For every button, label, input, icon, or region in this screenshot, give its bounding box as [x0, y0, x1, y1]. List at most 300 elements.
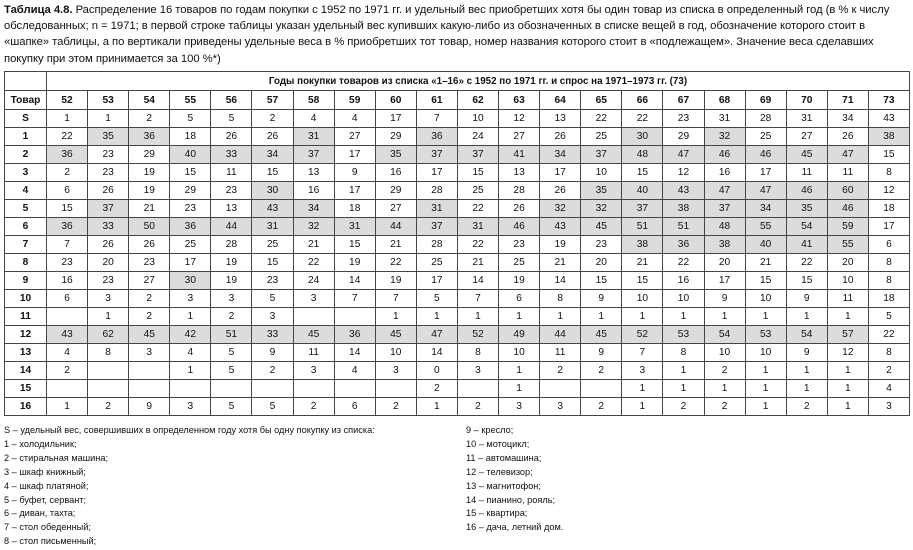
table-cell: 36: [170, 218, 211, 236]
legend-item: 10 – мотоцикл;: [466, 438, 530, 449]
table-cell: 12: [499, 110, 540, 128]
table-cell: [334, 308, 375, 326]
table-cell: 28: [499, 182, 540, 200]
table-cell: 19: [499, 272, 540, 290]
table-cell: 45: [581, 326, 622, 344]
table-cell: 7: [375, 290, 416, 308]
table-cell: 6: [47, 182, 88, 200]
table-cell: 10: [663, 290, 704, 308]
legend-item: 15 – квартира;: [466, 508, 528, 519]
table-cell: 34: [745, 200, 786, 218]
table-cell: 4: [47, 344, 88, 362]
table-cell: 25: [252, 236, 293, 254]
table-cell: 9: [581, 290, 622, 308]
table-cell: 5: [868, 308, 909, 326]
table-cell: 8: [663, 344, 704, 362]
legend-item: 4 – шкаф платяной;: [4, 480, 89, 491]
table-cell: 32: [581, 200, 622, 218]
year-header-cell: 53: [88, 91, 129, 110]
table-cell: 13: [211, 200, 252, 218]
table-cell: 1: [540, 308, 581, 326]
table-cell: 2: [581, 398, 622, 416]
table-cell: [252, 380, 293, 398]
table-cell: 24: [293, 272, 334, 290]
table-cell: 22: [457, 236, 498, 254]
table-row: [5, 362, 910, 380]
table-cell: 9: [581, 344, 622, 362]
legend-item: 8 – стол письменный;: [4, 536, 97, 547]
table-cell: 6: [334, 398, 375, 416]
year-header-cell: 70: [786, 91, 827, 110]
legend-item: 3 – шкаф книжный;: [4, 466, 86, 477]
table-cell: 13: [540, 110, 581, 128]
table-cell: 15: [47, 200, 88, 218]
year-header-cell: 55: [170, 91, 211, 110]
table-cell: 51: [663, 218, 704, 236]
table-cell: 20: [88, 254, 129, 272]
table-cell: 5: [416, 290, 457, 308]
year-header-cell: 60: [375, 91, 416, 110]
table-title: Годы покупки товаров из списка «1–16» с 1952 по 1971 гг. и спрос на 1971–1973 гг. (73): [47, 72, 910, 91]
table-cell: 33: [211, 146, 252, 164]
table-cell: 2: [293, 398, 334, 416]
table-cell: 2: [416, 380, 457, 398]
table-cell: 17: [170, 254, 211, 272]
table-cell: 43: [252, 200, 293, 218]
legend-item: 16 – дача, летний дом.: [466, 522, 564, 533]
table-cell: 35: [581, 182, 622, 200]
table-cell: 6: [868, 236, 909, 254]
table-cell: 21: [293, 236, 334, 254]
legend-item: 9 – кресло;: [466, 425, 514, 435]
year-header-cell: 57: [252, 91, 293, 110]
table-cell: 59: [827, 218, 868, 236]
table-row: [5, 380, 910, 398]
table-cell: 1: [663, 308, 704, 326]
table-cell: 11: [827, 164, 868, 182]
table-cell: 1: [499, 380, 540, 398]
table-cell: 44: [211, 218, 252, 236]
table-cell: 19: [211, 272, 252, 290]
table-cell: 52: [622, 326, 663, 344]
year-header-cell: 59: [334, 91, 375, 110]
table-cell: 9: [786, 344, 827, 362]
table-cell: 19: [129, 182, 170, 200]
table-cell: 1: [499, 362, 540, 380]
table-cell: 10: [704, 344, 745, 362]
table-row: [5, 398, 910, 416]
table-row: [5, 236, 910, 254]
table-cell: 34: [293, 200, 334, 218]
table-cell: 7: [334, 290, 375, 308]
table-cell: 1: [416, 308, 457, 326]
table-cell: 22: [47, 128, 88, 146]
table-cell: 44: [540, 326, 581, 344]
legend-left: [4, 424, 375, 549]
table-cell: 1: [622, 380, 663, 398]
table-cell: 10: [745, 344, 786, 362]
table-cell: 29: [375, 128, 416, 146]
row-label: 3: [5, 164, 47, 182]
table-cell: 35: [786, 200, 827, 218]
table-cell: 34: [827, 110, 868, 128]
table-cell: 23: [88, 164, 129, 182]
table-cell: 37: [416, 218, 457, 236]
table-cell: 33: [88, 218, 129, 236]
legend-item: 12 – телевизор;: [466, 466, 533, 477]
table-cell: 43: [868, 110, 909, 128]
table-cell: 27: [129, 272, 170, 290]
row-label: 11: [5, 308, 47, 326]
table-cell: 5: [211, 344, 252, 362]
table-cell: 18: [334, 200, 375, 218]
table-cell: 23: [88, 272, 129, 290]
table-cell: 31: [293, 128, 334, 146]
table-cell: 4: [334, 362, 375, 380]
table-cell: 3: [375, 362, 416, 380]
table-cell: 3: [88, 290, 129, 308]
table-cell: 11: [211, 164, 252, 182]
table-cell: 26: [129, 236, 170, 254]
table-cell: 15: [252, 254, 293, 272]
table-cell: 6: [499, 290, 540, 308]
table-cell: [47, 308, 88, 326]
table-cell: [581, 380, 622, 398]
table-cell: 31: [252, 218, 293, 236]
table-cell: 1: [416, 398, 457, 416]
table-cell: 53: [663, 326, 704, 344]
table-cell: 54: [704, 326, 745, 344]
table-cell: 37: [88, 200, 129, 218]
table-cell: 2: [457, 398, 498, 416]
table-cell: [540, 380, 581, 398]
table-cell: 47: [745, 182, 786, 200]
table-cell: 5: [252, 398, 293, 416]
legend-item: 2 – стиральная машина;: [4, 452, 109, 463]
table-cell: 43: [540, 218, 581, 236]
table-cell: 2: [540, 362, 581, 380]
table-cell: 8: [868, 254, 909, 272]
table-cell: [170, 380, 211, 398]
table-cell: 2: [868, 362, 909, 380]
table-cell: 23: [499, 236, 540, 254]
table-cell: 15: [745, 272, 786, 290]
table-cell: 1: [786, 380, 827, 398]
table-cell: 9: [704, 290, 745, 308]
table-cell: 4: [293, 110, 334, 128]
table-cell: 1: [581, 308, 622, 326]
table-caption: [4, 2, 910, 67]
table-cell: 43: [47, 326, 88, 344]
table-cell: 22: [581, 110, 622, 128]
table-cell: 21: [129, 200, 170, 218]
table-cell: 2: [129, 308, 170, 326]
table-cell: 31: [786, 110, 827, 128]
table-cell: 15: [252, 164, 293, 182]
table-cell: 36: [47, 218, 88, 236]
table-cell: 47: [704, 182, 745, 200]
table-cell: 19: [375, 272, 416, 290]
table-cell: 45: [375, 326, 416, 344]
table-cell: 27: [786, 128, 827, 146]
year-header-cell: 68: [704, 91, 745, 110]
year-header-cell: 62: [457, 91, 498, 110]
legend-item: 11 – автомашина;: [466, 452, 542, 463]
table-cell: 1: [457, 308, 498, 326]
table-cell: 36: [663, 236, 704, 254]
row-label: 9: [5, 272, 47, 290]
table-cell: [293, 308, 334, 326]
table-cell: 3: [457, 362, 498, 380]
table-row: [5, 182, 910, 200]
table-cell: 27: [499, 128, 540, 146]
table-cell: 53: [745, 326, 786, 344]
caption-text: Распределение 16 товаров по годам покупки с 1952 по 1971 гг. и удельный вес приобретших хотя бы один товар из списка в определенный год (в % к числу обследованных; n = 1971; в первой строке таблицы указан удельный вес купивших какую-либо из обозначенных в списке вещей в год, обозначение которого стоит в «шапке» таблицы, а по вертикали приведены удельные веса в % приобретших тот товар, номер названия которого стоит в «подлежащем». Значение веса сделавших покупку при этом принимается за 100 %*): [4, 4, 890, 65]
table-cell: 7: [622, 344, 663, 362]
table-cell: 11: [293, 344, 334, 362]
table-cell: 14: [540, 272, 581, 290]
year-header-cell: 64: [540, 91, 581, 110]
row-label: 16: [5, 398, 47, 416]
table-cell: 3: [868, 398, 909, 416]
table-cell: 55: [745, 218, 786, 236]
table-cell: 30: [252, 182, 293, 200]
year-header-cell: 61: [416, 91, 457, 110]
table-cell: 1: [88, 110, 129, 128]
table-cell: 29: [170, 182, 211, 200]
table-cell: 25: [499, 254, 540, 272]
table-cell: 12: [868, 182, 909, 200]
table-cell: 37: [457, 146, 498, 164]
table-row: [5, 110, 910, 128]
table-cell: 17: [704, 272, 745, 290]
table-cell: 27: [334, 128, 375, 146]
table-cell: 16: [704, 164, 745, 182]
table-cell: 38: [663, 200, 704, 218]
table-cell: 50: [129, 218, 170, 236]
table-cell: 19: [540, 236, 581, 254]
table-row: [5, 200, 910, 218]
table-cell: 4: [868, 380, 909, 398]
table-cell: [88, 380, 129, 398]
table-cell: 1: [663, 380, 704, 398]
table-cell: 37: [416, 146, 457, 164]
legend-item: 14 – пианино, рояль;: [466, 494, 556, 505]
table-cell: 45: [293, 326, 334, 344]
year-header-cell: 65: [581, 91, 622, 110]
legend-item: 5 – буфет, сервант;: [4, 494, 87, 505]
table-cell: [211, 380, 252, 398]
table-cell: 1: [827, 362, 868, 380]
table-cell: 45: [129, 326, 170, 344]
table-cell: 38: [622, 236, 663, 254]
year-header-cell: 52: [47, 91, 88, 110]
table-cell: 36: [47, 146, 88, 164]
table-cell: 2: [252, 362, 293, 380]
table-cell: 5: [211, 398, 252, 416]
table-cell: 40: [622, 182, 663, 200]
table-cell: 8: [868, 164, 909, 182]
table-cell: 45: [581, 218, 622, 236]
caption-number: Таблица 4.8.: [4, 4, 73, 16]
table-cell: 1: [786, 308, 827, 326]
table-cell: 15: [622, 164, 663, 182]
table-cell: 28: [211, 236, 252, 254]
table-cell: 55: [827, 236, 868, 254]
row-label: 6: [5, 218, 47, 236]
table-cell: 25: [416, 254, 457, 272]
table-cell: 10: [499, 344, 540, 362]
table-cell: 0: [416, 362, 457, 380]
table-cell: 2: [47, 362, 88, 380]
table-cell: 10: [622, 290, 663, 308]
table-cell: 28: [416, 236, 457, 254]
table-cell: 29: [129, 146, 170, 164]
table-cell: 1: [170, 362, 211, 380]
table-cell: 19: [334, 254, 375, 272]
data-table: [4, 71, 910, 416]
table-cell: 23: [211, 182, 252, 200]
legend-right: [466, 424, 563, 535]
table-cell: 9: [129, 398, 170, 416]
row-label: 4: [5, 182, 47, 200]
table-cell: 3: [540, 398, 581, 416]
table-cell: 44: [375, 218, 416, 236]
year-header-cell: 58: [293, 91, 334, 110]
table-cell: 26: [88, 236, 129, 254]
table-cell: 3: [293, 290, 334, 308]
legend-item: 6 – диван, тахта;: [4, 508, 76, 519]
table-cell: 17: [540, 164, 581, 182]
table-cell: 23: [663, 110, 704, 128]
table-cell: 26: [827, 128, 868, 146]
table-cell: 7: [457, 290, 498, 308]
table-cell: 14: [457, 272, 498, 290]
table-cell: 41: [786, 236, 827, 254]
table-cell: 2: [129, 290, 170, 308]
table-cell: 2: [211, 308, 252, 326]
table-cell: 22: [622, 110, 663, 128]
table-cell: 13: [293, 164, 334, 182]
table-cell: 31: [457, 218, 498, 236]
table-cell: 19: [129, 164, 170, 182]
table-row: [5, 146, 910, 164]
table-cell: 51: [211, 326, 252, 344]
table-cell: 17: [416, 272, 457, 290]
table-cell: 1: [663, 362, 704, 380]
table-cell: 36: [334, 326, 375, 344]
table-cell: 25: [581, 128, 622, 146]
table-cell: 16: [47, 272, 88, 290]
table-cell: 1: [47, 398, 88, 416]
legend-item: S – удельный вес, совершивших в определенном году хотя бы одну покупку из списка:: [4, 425, 375, 435]
year-header-cell: 71: [827, 91, 868, 110]
table-cell: 11: [827, 290, 868, 308]
table-cell: 17: [416, 164, 457, 182]
table-cell: 1: [88, 308, 129, 326]
table-cell: 20: [704, 254, 745, 272]
table-cell: 18: [868, 200, 909, 218]
table-cell: 54: [786, 326, 827, 344]
table-cell: 1: [170, 308, 211, 326]
table-cell: 47: [663, 146, 704, 164]
table-cell: 15: [786, 272, 827, 290]
table-cell: 30: [170, 272, 211, 290]
table-cell: 20: [827, 254, 868, 272]
row-label: 5: [5, 200, 47, 218]
table-cell: 33: [252, 326, 293, 344]
table-cell: 2: [47, 164, 88, 182]
table-cell: 9: [334, 164, 375, 182]
table-cell: 15: [868, 146, 909, 164]
table-cell: 42: [170, 326, 211, 344]
table-cell: 9: [252, 344, 293, 362]
table-cell: 18: [868, 290, 909, 308]
row-label: 15: [5, 380, 47, 398]
table-cell: 21: [622, 254, 663, 272]
table-cell: 2: [704, 398, 745, 416]
table-cell: 34: [252, 146, 293, 164]
table-cell: [375, 380, 416, 398]
table-cell: 12: [663, 164, 704, 182]
table-cell: 11: [786, 164, 827, 182]
table-cell: 48: [622, 146, 663, 164]
table-cell: 14: [334, 344, 375, 362]
table-cell: 7: [47, 236, 88, 254]
table-cell: 1: [745, 362, 786, 380]
table-cell: 25: [457, 182, 498, 200]
table-cell: 32: [540, 200, 581, 218]
table-cell: 1: [827, 398, 868, 416]
table-cell: 41: [499, 146, 540, 164]
table-cell: 46: [827, 200, 868, 218]
table-cell: 15: [170, 164, 211, 182]
table-cell: 31: [704, 110, 745, 128]
table-cell: 17: [375, 110, 416, 128]
table-cell: 22: [375, 254, 416, 272]
table-cell: 14: [334, 272, 375, 290]
table-cell: 23: [88, 146, 129, 164]
table-cell: 62: [88, 326, 129, 344]
table-cell: 40: [745, 236, 786, 254]
table-cell: 22: [293, 254, 334, 272]
table-cell: 3: [211, 290, 252, 308]
table-cell: 36: [416, 128, 457, 146]
year-header-cell: 69: [745, 91, 786, 110]
table-cell: 10: [827, 272, 868, 290]
table-cell: 2: [663, 398, 704, 416]
table-cell: 37: [581, 146, 622, 164]
table-cell: 23: [581, 236, 622, 254]
table-cell: 13: [499, 164, 540, 182]
table-cell: 15: [457, 164, 498, 182]
table-cell: 10: [745, 290, 786, 308]
table-cell: 10: [375, 344, 416, 362]
table-cell: [129, 380, 170, 398]
table-cell: 47: [416, 326, 457, 344]
row-label: 13: [5, 344, 47, 362]
table-cell: 1: [375, 308, 416, 326]
table-cell: 17: [745, 164, 786, 182]
table-cell: 2: [704, 362, 745, 380]
table-cell: 16: [293, 182, 334, 200]
table-cell: 30: [622, 128, 663, 146]
table-cell: 21: [457, 254, 498, 272]
table-cell: 1: [499, 308, 540, 326]
table-cell: 25: [745, 128, 786, 146]
table-cell: 1: [745, 308, 786, 326]
table-cell: 35: [88, 128, 129, 146]
